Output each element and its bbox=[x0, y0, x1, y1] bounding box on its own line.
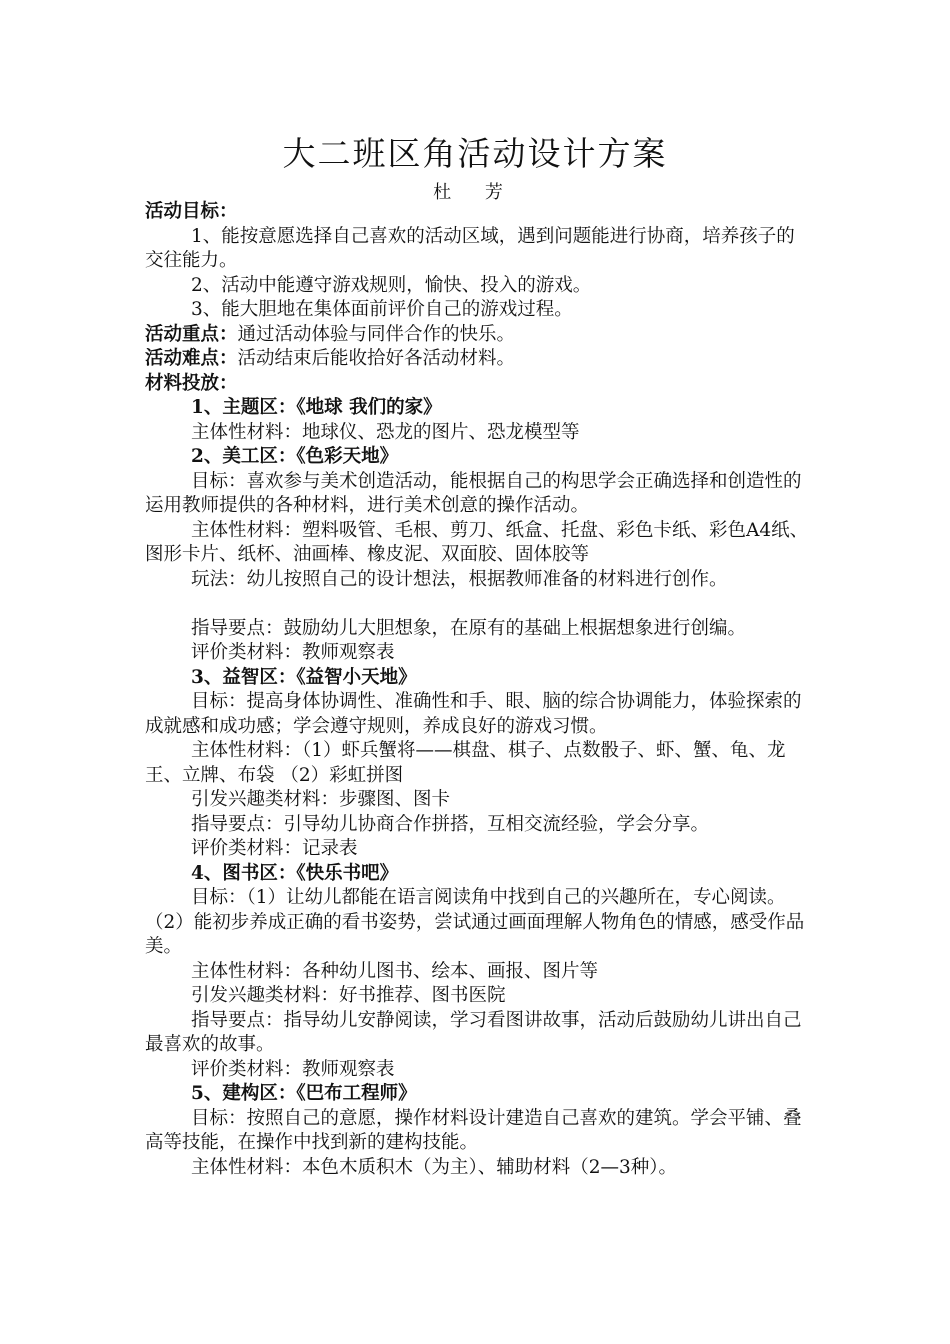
zone3-interest-materials: 引发兴趣类材料：步骤图、图卡 bbox=[191, 789, 451, 810]
zone2-evaluation: 评价类材料：教师观察表 bbox=[191, 642, 395, 663]
zone3-evaluation: 评价类材料：记录表 bbox=[191, 838, 358, 859]
goal-item: 2、活动中能遵守游戏规则，愉快、投入的游戏。 bbox=[191, 274, 592, 296]
goals-heading: 活动目标： bbox=[145, 201, 238, 222]
zone5-main-materials: 主体性材料：本色木质积木（为主）、辅助材料（2—3种）。 bbox=[191, 1156, 678, 1178]
document-body bbox=[145, 200, 810, 1180]
zone3-main-materials: 主体性材料：（1）虾兵蟹将——棋盘、棋子、点数骰子、虾、蟹、龟、龙王、立牌、布袋 （2）彩虹拼图 bbox=[145, 740, 786, 786]
zone4-interest-materials: 引发兴趣类材料：好书推荐、图书医院 bbox=[191, 985, 506, 1006]
zone4-guidance: 指导要点：指导幼儿安静阅读，学习看图讲故事，活动后鼓励幼儿讲出自己最喜欢的故事。 bbox=[145, 1009, 802, 1055]
zone3-guidance: 指导要点：引导幼儿协商合作拼搭，互相交流经验，学会分享。 bbox=[191, 813, 710, 835]
zone4-title: 4、图书区：《快乐书吧》 bbox=[191, 862, 399, 884]
difficulty-text: 活动结束后能收拾好各活动材料。 bbox=[237, 348, 516, 369]
key-point-line bbox=[145, 323, 810, 348]
author-name: 杜 芳 bbox=[433, 182, 517, 203]
zone2-goal: 目标：喜欢参与美术创造活动，能根据自己的构思学会正确选择和创造性的运用教师提供的各种材料，进行美术创意的操作活动。 bbox=[145, 470, 802, 516]
key-point-label: 活动重点： bbox=[145, 323, 238, 345]
zone2-play: 玩法：幼儿按照自己的设计想法，根据教师准备的材料进行创作。 bbox=[191, 568, 728, 590]
zone1-title: 1、主题区：《地球 我们的家》 bbox=[191, 397, 442, 418]
document-title: 大二班区角活动设计方案 bbox=[282, 134, 668, 173]
zone5-goal: 目标：按照自己的意愿，操作材料设计建造自己喜欢的建筑。学会平铺、叠高等技能，在操作中找到新的建构技能。 bbox=[145, 1107, 802, 1153]
zone1-main-materials: 主体性材料：地球仪、恐龙的图片、恐龙模型等 bbox=[191, 421, 580, 443]
zone2-main-materials: 主体性材料：塑料吸管、毛根、剪刀、纸盒、托盘、彩色卡纸、彩色A4纸、图形卡片、纸杯、油画棒、橡皮泥、双面胶、固体胶等 bbox=[145, 519, 809, 565]
difficulty-label: 活动难点： bbox=[145, 348, 238, 369]
materials-heading: 材料投放： bbox=[145, 372, 238, 394]
goal-item: 1、能按意愿选择自己喜欢的活动区域，遇到问题能进行协商，培养孩子的交往能力。 bbox=[145, 225, 795, 271]
zone2-guidance: 指导要点：鼓励幼儿大胆想象，在原有的基础上根据想象进行创编。 bbox=[191, 617, 747, 639]
zone5-title: 5、建构区：《巴布工程师》 bbox=[191, 1083, 417, 1104]
zone4-main-materials: 主体性材料：各种幼儿图书、绘本、画报、图片等 bbox=[191, 960, 599, 982]
zone3-goal: 目标：提高身体协调性、准确性和手、眼、脑的综合协调能力，体验探索的成就感和成功感；学会遵守规则，养成良好的游戏习惯。 bbox=[145, 691, 802, 737]
key-point-text: 通过活动体验与同伴合作的快乐。 bbox=[237, 323, 516, 345]
blank-line bbox=[145, 592, 810, 617]
zone3-title: 3、益智区：《益智小天地》 bbox=[191, 666, 417, 688]
zone4-evaluation: 评价类材料：教师观察表 bbox=[191, 1058, 395, 1080]
difficulty-line bbox=[145, 347, 810, 372]
goal-item: 3、能大胆地在集体面前评价自己的游戏过程。 bbox=[191, 299, 573, 320]
zone2-title: 2、美工区：《色彩天地》 bbox=[191, 446, 399, 467]
zone4-goal: 目标：（1）让幼儿都能在语言阅读角中找到自己的兴趣所在，专心阅读。（2）能初步养成正确的看书姿势，尝试通过画面理解人物角色的情感，感受作品美。 bbox=[145, 887, 805, 957]
